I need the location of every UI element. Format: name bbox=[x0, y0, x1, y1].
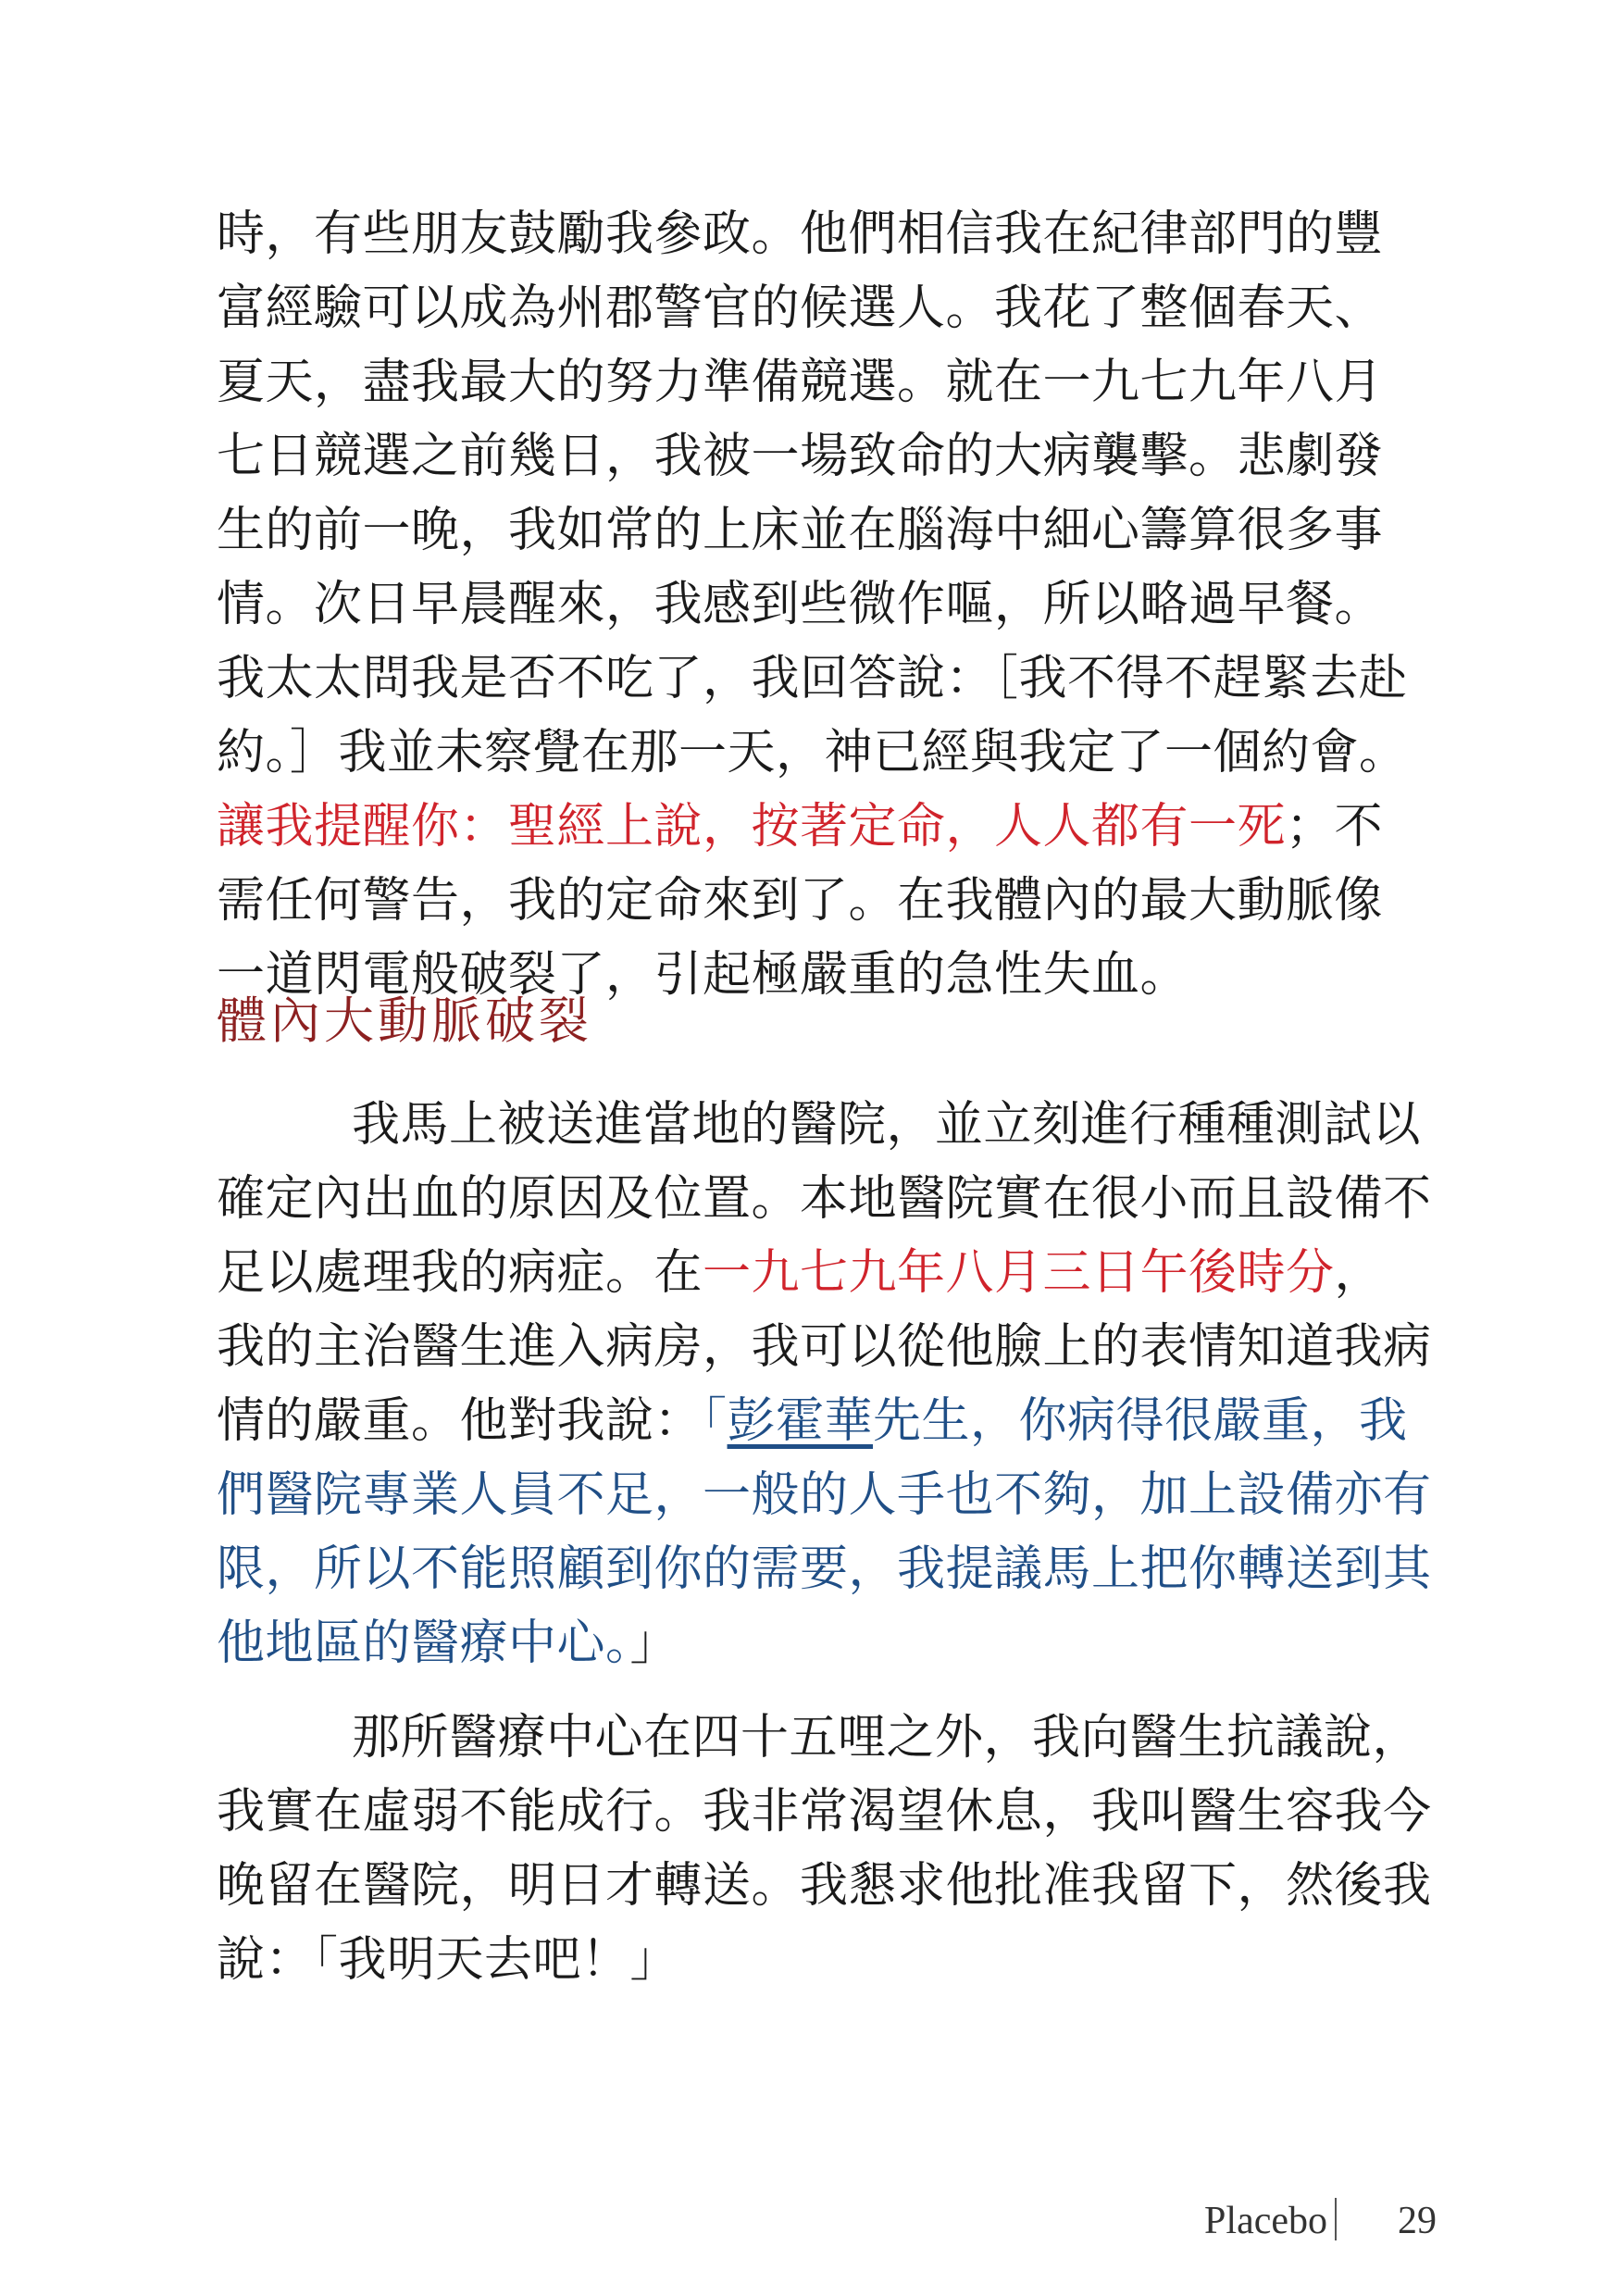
scripture-highlight: 讓我提醒你：聖經上說，按著定命，人人都有一死 bbox=[217, 799, 1287, 855]
quote-line: 限，所以不能照顧到你的需要，我提議馬上把你轉送到其 bbox=[217, 1541, 1432, 1597]
section-heading: 體內大動脈破裂 bbox=[217, 992, 592, 1050]
paragraph-line: 我太太問我是否不吃了，我回答說：［我不得不趕緊去赴 bbox=[217, 651, 1408, 706]
paragraph-line bbox=[217, 1606, 1453, 1680]
paragraph-line: 情。次日早晨醒來，我感到些微作嘔，所以略過早餐。 bbox=[217, 577, 1384, 632]
quote-close: 」 bbox=[629, 1616, 679, 1671]
paragraph-line: 富經驗可以成為州郡警官的候選人。我花了整個春天、 bbox=[217, 281, 1384, 336]
quote-open: 「 bbox=[703, 1393, 728, 1449]
line-text: 情的嚴重。他對我說： bbox=[217, 1393, 703, 1449]
paragraph-line: 需任何警告，我的定命來到了。在我體內的最大動脈像 bbox=[217, 873, 1384, 929]
paragraph-line: 我實在虛弱不能成行。我非常渴望休息，我叫醫生容我今 bbox=[217, 1784, 1432, 1840]
paragraph-line bbox=[217, 1384, 1453, 1458]
quote-line: 們醫院專業人員不足，一般的人手也不夠，加上設備亦有 bbox=[217, 1467, 1432, 1523]
paragraph-line bbox=[217, 1236, 1453, 1310]
page-footer bbox=[1204, 2198, 1437, 2243]
quote-text: 他地區的醫療中心。 bbox=[217, 1616, 630, 1671]
paragraph-1 bbox=[217, 197, 1453, 1012]
footer-divider bbox=[1335, 2198, 1337, 2240]
paragraph-3 bbox=[217, 1701, 1453, 1997]
paragraph-line: 晚留在醫院，明日才轉送。我懇求他批准我留下，然後我 bbox=[217, 1858, 1432, 1914]
paragraph-line: 夏天，盡我最大的努力準備競選。就在一九七九年八月 bbox=[217, 355, 1384, 410]
paragraph-line: 約。］我並未察覺在那一天，神已經與我定了一個約會。 bbox=[217, 725, 1408, 780]
line-text: ， bbox=[1334, 1245, 1384, 1301]
book-title: Placebo bbox=[1204, 2200, 1327, 2242]
paragraph-line: 說：「我明天去吧！」 bbox=[217, 1932, 679, 1988]
line-text: ；不 bbox=[1286, 799, 1384, 855]
paragraph-line: 生的前一晚，我如常的上床並在腦海中細心籌算很多事 bbox=[217, 503, 1384, 558]
page-number: 29 bbox=[1398, 2200, 1437, 2242]
line-text: 足以處理我的病症。在 bbox=[217, 1245, 703, 1301]
paragraph-line: 確定內出血的原因及位置。本地醫院實在很小而且設備不 bbox=[217, 1171, 1432, 1227]
paragraph-line bbox=[217, 790, 1453, 864]
paragraph-2 bbox=[217, 1088, 1453, 1680]
paragraph-line: 一道閃電般破裂了，引起極嚴重的急性失血。 bbox=[217, 947, 1189, 1003]
paragraph-line: 那所醫療中心在四十五哩之外，我向醫生抗議說， bbox=[352, 1710, 1422, 1766]
paragraph-line: 時，有些朋友鼓勵我參政。他們相信我在紀律部門的豐 bbox=[217, 206, 1384, 262]
paragraph-line: 我馬上被送進當地的醫院，並立刻進行種種測試以 bbox=[352, 1097, 1422, 1153]
paragraph-line: 七日競選之前幾日，我被一場致命的大病襲擊。悲劇發 bbox=[217, 429, 1384, 484]
paragraph-line: 我的主治醫生進入病房，我可以從他臉上的表情知道我病 bbox=[217, 1319, 1432, 1375]
date-highlight: 一九七九年八月三日午後時分 bbox=[703, 1245, 1335, 1301]
quoted-name: 彭霍華 bbox=[727, 1393, 874, 1449]
quote-text: 先生，你病得很嚴重，我 bbox=[873, 1393, 1408, 1449]
